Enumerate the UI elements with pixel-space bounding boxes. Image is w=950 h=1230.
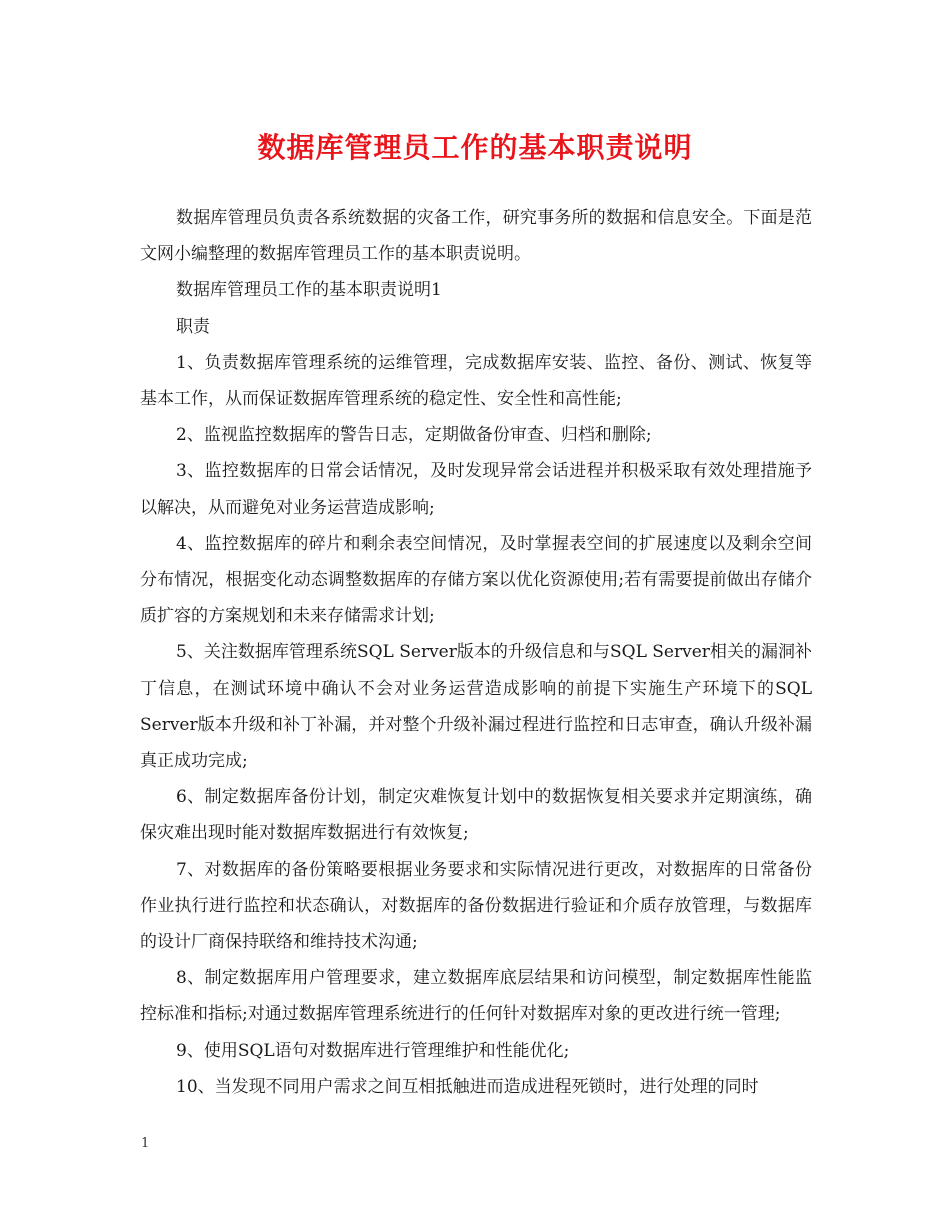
duty-item-9: 9、使用SQL语句对数据库进行管理维护和性能优化; — [176, 1040, 570, 1061]
duty-item-5: 5、关注数据库管理系统SQL Server版本的升级信息和与SQL Server相关的漏洞补丁信息，在测试环境中确认不会对业务运营造成影响的前提下实施生产环境下的SQL Server版本升级和补丁补漏，并对整个升级补漏过程进行监控和日志审查，确认升级补漏真正成功完成; — [140, 642, 812, 772]
duty-item-4: 4、监控数据库的碎片和剩余表空间情况，及时掌握表空间的扩展速度以及剩余空间分布情况，根据变化动态调整数据库的存储方案以优化资源使用;若有需要提前做出存储介质扩容的方案规划和未来存储需求计划; — [140, 533, 812, 627]
duty-item-1: 1、负责数据库管理系统的运维管理，完成数据库安装、监控、备份、测试、恢复等基本工作，从而保证数据库管理系统的稳定性、安全性和高性能; — [140, 352, 812, 410]
page-number: 1 — [141, 1136, 150, 1151]
duty-item-3: 3、监控数据库的日常会话情况，及时发现异常会话进程并积极采取有效处理措施予以解决，从而避免对业务运营造成影响; — [140, 461, 812, 518]
duty-item-10: 10、当发现不同用户需求之间互相抵触进而造成进程死锁时，进行处理的同时 — [176, 1076, 759, 1097]
duty-item-7: 7、对数据库的备份策略要根据业务要求和实际情况进行更改，对数据库的日常备份作业执行进行监控和状态确认，对数据库的备份数据进行验证和介质存放管理，与数据库的设计厂商保持联络和维持技术沟通; — [140, 859, 812, 953]
duty-item-8: 8、制定数据库用户管理要求，建立数据库底层结果和访问模型，制定数据库性能监控标准和指标;对通过数据库管理系统进行的任何针对数据库对象的更改进行统一管理; — [140, 968, 812, 1025]
section-heading: 数据库管理员工作的基本职责说明1 — [176, 280, 442, 301]
duty-item-6: 6、制定数据库备份计划，制定灾难恢复计划中的数据恢复相关要求并定期演练，确保灾难出现时能对数据库数据进行有效恢复; — [140, 787, 812, 844]
page-title: 数据库管理员工作的基本职责说明 — [257, 131, 693, 164]
document-body — [140, 200, 812, 1105]
duty-item-2: 2、监视监控数据库的警告日志，定期做备份审查、归档和删除; — [176, 425, 652, 446]
intro-paragraph: 数据库管理员负责各系统数据的灾备工作，研究事务所的数据和信息安全。下面是范文网小编整理的数据库管理员工作的基本职责说明。 — [140, 208, 812, 265]
subsection-heading: 职责 — [176, 316, 210, 337]
